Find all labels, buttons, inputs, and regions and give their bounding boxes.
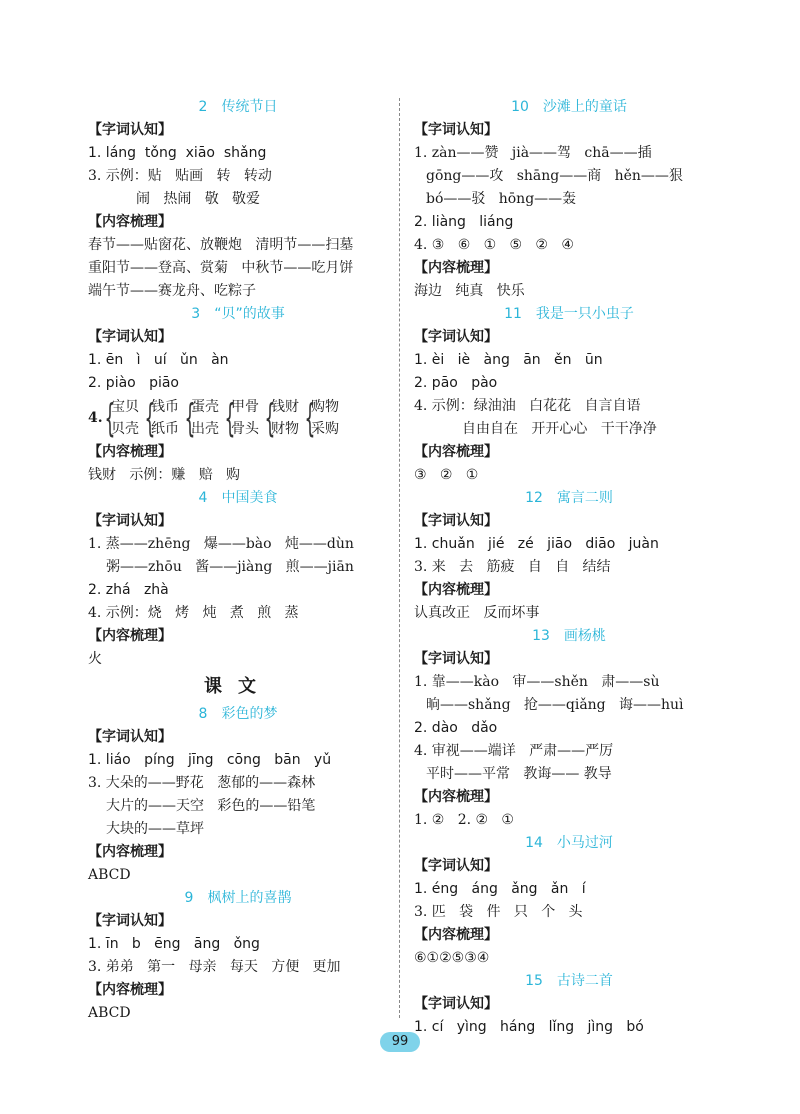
lesson-number: 13 xyxy=(532,628,550,644)
answer-line: 3. 弟弟 第一 母亲 每天 方便 更加 xyxy=(88,959,341,975)
word: 贝壳 xyxy=(111,421,139,437)
lesson-number: 2 xyxy=(198,99,208,115)
answer-line: 2. liàng liáng xyxy=(414,214,514,230)
section-heading: 【字词认知】 xyxy=(88,913,172,929)
answer-line: 2. pāo pào xyxy=(414,375,498,391)
section-heading: 【字词认知】 xyxy=(414,122,498,138)
answer-line: 1. 蒸——zhēng 爆——bào 炖——dùn xyxy=(88,536,354,552)
lesson-9-title xyxy=(88,887,388,910)
answer-line: 1. chuǎn jié zé jiāo diāo juàn xyxy=(414,536,659,552)
answer-line: 4. ③ ⑥ ① ⑤ ② ④ xyxy=(414,237,574,253)
section-heading: 【字词认知】 xyxy=(414,651,498,667)
answer-line: 2. piào piāo xyxy=(88,375,179,391)
section-heading: 【字词认知】 xyxy=(88,513,172,529)
answer-line: 2. zhá zhà xyxy=(88,582,169,598)
lesson-number: 3 xyxy=(191,306,201,322)
answer-line: 钱财 示例：赚 赔 购 xyxy=(88,467,241,483)
section-heading: 【字词认知】 xyxy=(88,329,172,345)
lesson-name: 小马过河 xyxy=(556,835,613,851)
answer-line: 1. cí yìng háng lǐng jìng bó xyxy=(414,1019,644,1035)
answer-line: 重阳节——登高、赏菊 中秋节——吃月饼 xyxy=(88,260,354,276)
answer-line: 1. ② 2. ② ① xyxy=(414,812,514,828)
section-heading: 【字词认知】 xyxy=(88,729,172,745)
lesson-name: 彩色的梦 xyxy=(221,706,278,722)
word: 财物 xyxy=(271,421,299,437)
right-column xyxy=(414,96,724,1039)
word: 钱币 xyxy=(151,399,179,415)
lesson-number: 14 xyxy=(525,835,543,851)
lesson-name: 枫树上的喜鹊 xyxy=(207,890,292,906)
word: 购物 xyxy=(311,399,339,415)
answer-line: 1. 靠——kào 审——shěn 肃——sù xyxy=(414,674,660,690)
lesson-name: 画杨桃 xyxy=(563,628,606,644)
section-heading: 【字词认知】 xyxy=(414,996,498,1012)
answer-line: 3. 示例：贴 贴画 转 转动 xyxy=(88,168,272,184)
lesson-name: “贝”的故事 xyxy=(214,306,285,322)
answer-line: 海边 纯真 快乐 xyxy=(414,283,525,299)
answer-line: 大片的——天空 彩色的——铅笔 xyxy=(106,798,316,814)
answer-line: 4. 示例：烧 烤 炖 煮 煎 蒸 xyxy=(88,605,299,621)
answer-line: 自由自在 开开心心 干干净净 xyxy=(462,421,657,437)
answer-line: 1. ēn ì uí ǔn àn xyxy=(88,352,229,368)
word: 骨头 xyxy=(231,421,259,437)
word-group xyxy=(262,396,299,440)
lesson-3-title xyxy=(88,303,388,326)
lesson-name: 沙滩上的童话 xyxy=(542,99,627,115)
answer-line: 4. 示例：绿油油 白花花 自言自语 xyxy=(414,398,641,414)
lesson-10-title xyxy=(414,96,724,119)
answer-line: 闹 热闹 敬 敬爱 xyxy=(136,191,261,207)
left-column xyxy=(88,96,388,1025)
word: 纸币 xyxy=(151,421,179,437)
answer-line: 认真改正 反而坏事 xyxy=(414,605,540,621)
answer-line: 平时——平常 教诲—— 教导 xyxy=(426,766,612,782)
word-group xyxy=(142,396,179,440)
answer-line: gōng——攻 shāng——商 hěn——狠 xyxy=(426,168,683,184)
lesson-name: 我是一只小虫子 xyxy=(535,306,634,322)
lesson-14-title xyxy=(414,832,724,855)
answer-line: 1. láng tǒng xiāo shǎng xyxy=(88,145,267,161)
section-heading: 【内容梳理】 xyxy=(414,260,498,276)
word-group xyxy=(102,396,139,440)
left-brace-icon: { xyxy=(304,396,316,440)
answer-line: 3. 大朵的——野花 葱郁的——森林 xyxy=(88,775,316,791)
section-heading: 【字词认知】 xyxy=(414,513,498,529)
word-group xyxy=(302,396,339,440)
answer-line: 火 xyxy=(88,651,102,667)
answer-line: 大块的——草坪 xyxy=(106,821,204,837)
section-heading: 【字词认知】 xyxy=(88,122,172,138)
brace-word-groups xyxy=(88,395,388,441)
lesson-8-title xyxy=(88,703,388,726)
lesson-number: 15 xyxy=(525,973,543,989)
answer-line: 晌——shǎng 抢——qiǎng 诲——huì xyxy=(426,697,684,713)
answer-line: 1. liáo píng jīng cōng bān yǔ xyxy=(88,752,332,768)
chapter-heading: 课文 xyxy=(204,676,272,697)
answer-line: ③ ② ① xyxy=(414,467,479,483)
answer-line: 粥——zhōu 酱——jiàng 煎——jiān xyxy=(106,559,354,575)
answer-line: 春节——贴窗花、放鞭炮 清明节——扫墓 xyxy=(88,237,354,253)
lesson-number: 8 xyxy=(198,706,208,722)
word-group xyxy=(222,396,259,440)
answer-line: 4. 审视——端详 严肃——严厉 xyxy=(414,743,614,759)
section-heading: 【内容梳理】 xyxy=(414,789,498,805)
answer-line: 1. zàn——赞 jià——驾 chā——插 xyxy=(414,145,652,161)
lesson-13-title xyxy=(414,625,724,648)
lesson-12-title xyxy=(414,487,724,510)
answer-line: 3. 匹 袋 件 只 个 头 xyxy=(414,904,583,920)
lesson-number: 11 xyxy=(504,306,522,322)
lesson-number: 12 xyxy=(525,490,543,506)
lesson-15-title xyxy=(414,970,724,993)
answer-line: 3. 来 去 筋疲 自 自 结结 xyxy=(414,559,611,575)
section-heading: 【内容梳理】 xyxy=(414,927,498,943)
answer-line: 1. èi iè àng ān ěn ūn xyxy=(414,352,603,368)
lesson-name: 古诗二首 xyxy=(556,973,613,989)
answer-line: 端午节——赛龙舟、吃粽子 xyxy=(88,283,256,299)
section-heading: 【内容梳理】 xyxy=(88,628,172,644)
item-label: 4. xyxy=(88,410,103,426)
word: 钱财 xyxy=(271,399,299,415)
section-heading: 【内容梳理】 xyxy=(88,214,172,230)
lesson-number: 9 xyxy=(184,890,194,906)
answer-line: ⑥①②⑤③④ xyxy=(414,950,490,966)
left-brace-icon: { xyxy=(264,396,276,440)
lesson-11-title xyxy=(414,303,724,326)
word: 宝贝 xyxy=(111,399,139,415)
answer-line: ABCD xyxy=(88,1005,131,1021)
lesson-name: 中国美食 xyxy=(221,490,278,506)
section-heading: 【内容梳理】 xyxy=(88,982,172,998)
section-heading: 【内容梳理】 xyxy=(88,844,172,860)
lesson-number: 10 xyxy=(511,99,529,115)
section-heading: 【字词认知】 xyxy=(414,858,498,874)
word: 甲骨 xyxy=(231,399,259,415)
left-brace-icon: { xyxy=(144,396,156,440)
section-heading: 【内容梳理】 xyxy=(414,444,498,460)
left-brace-icon: { xyxy=(224,396,236,440)
word: 出壳 xyxy=(191,421,219,437)
section-heading: 【字词认知】 xyxy=(414,329,498,345)
section-heading: 【内容梳理】 xyxy=(414,582,498,598)
left-brace-icon: { xyxy=(184,396,196,440)
lesson-name: 传统节日 xyxy=(221,99,278,115)
answer-line: bó——驳 hōng——轰 xyxy=(426,191,577,207)
lesson-number: 4 xyxy=(198,490,208,506)
answer-line: 1. éng áng ǎng ǎn í xyxy=(414,881,586,897)
section-heading: 【内容梳理】 xyxy=(88,444,172,460)
left-brace-icon: { xyxy=(104,396,116,440)
column-divider xyxy=(399,98,400,1018)
answer-line: 1. īn b ēng āng ǒng xyxy=(88,936,260,952)
lesson-2-title xyxy=(88,96,388,119)
answer-line: 2. dào dǎo xyxy=(414,720,498,736)
word: 采购 xyxy=(311,421,339,437)
lesson-4-title xyxy=(88,487,388,510)
answer-line: ABCD xyxy=(88,867,131,883)
page-number-badge: 99 xyxy=(380,1032,420,1052)
word-group xyxy=(182,396,219,440)
lesson-name: 寓言二则 xyxy=(556,490,613,506)
word: 蛋壳 xyxy=(191,399,219,415)
